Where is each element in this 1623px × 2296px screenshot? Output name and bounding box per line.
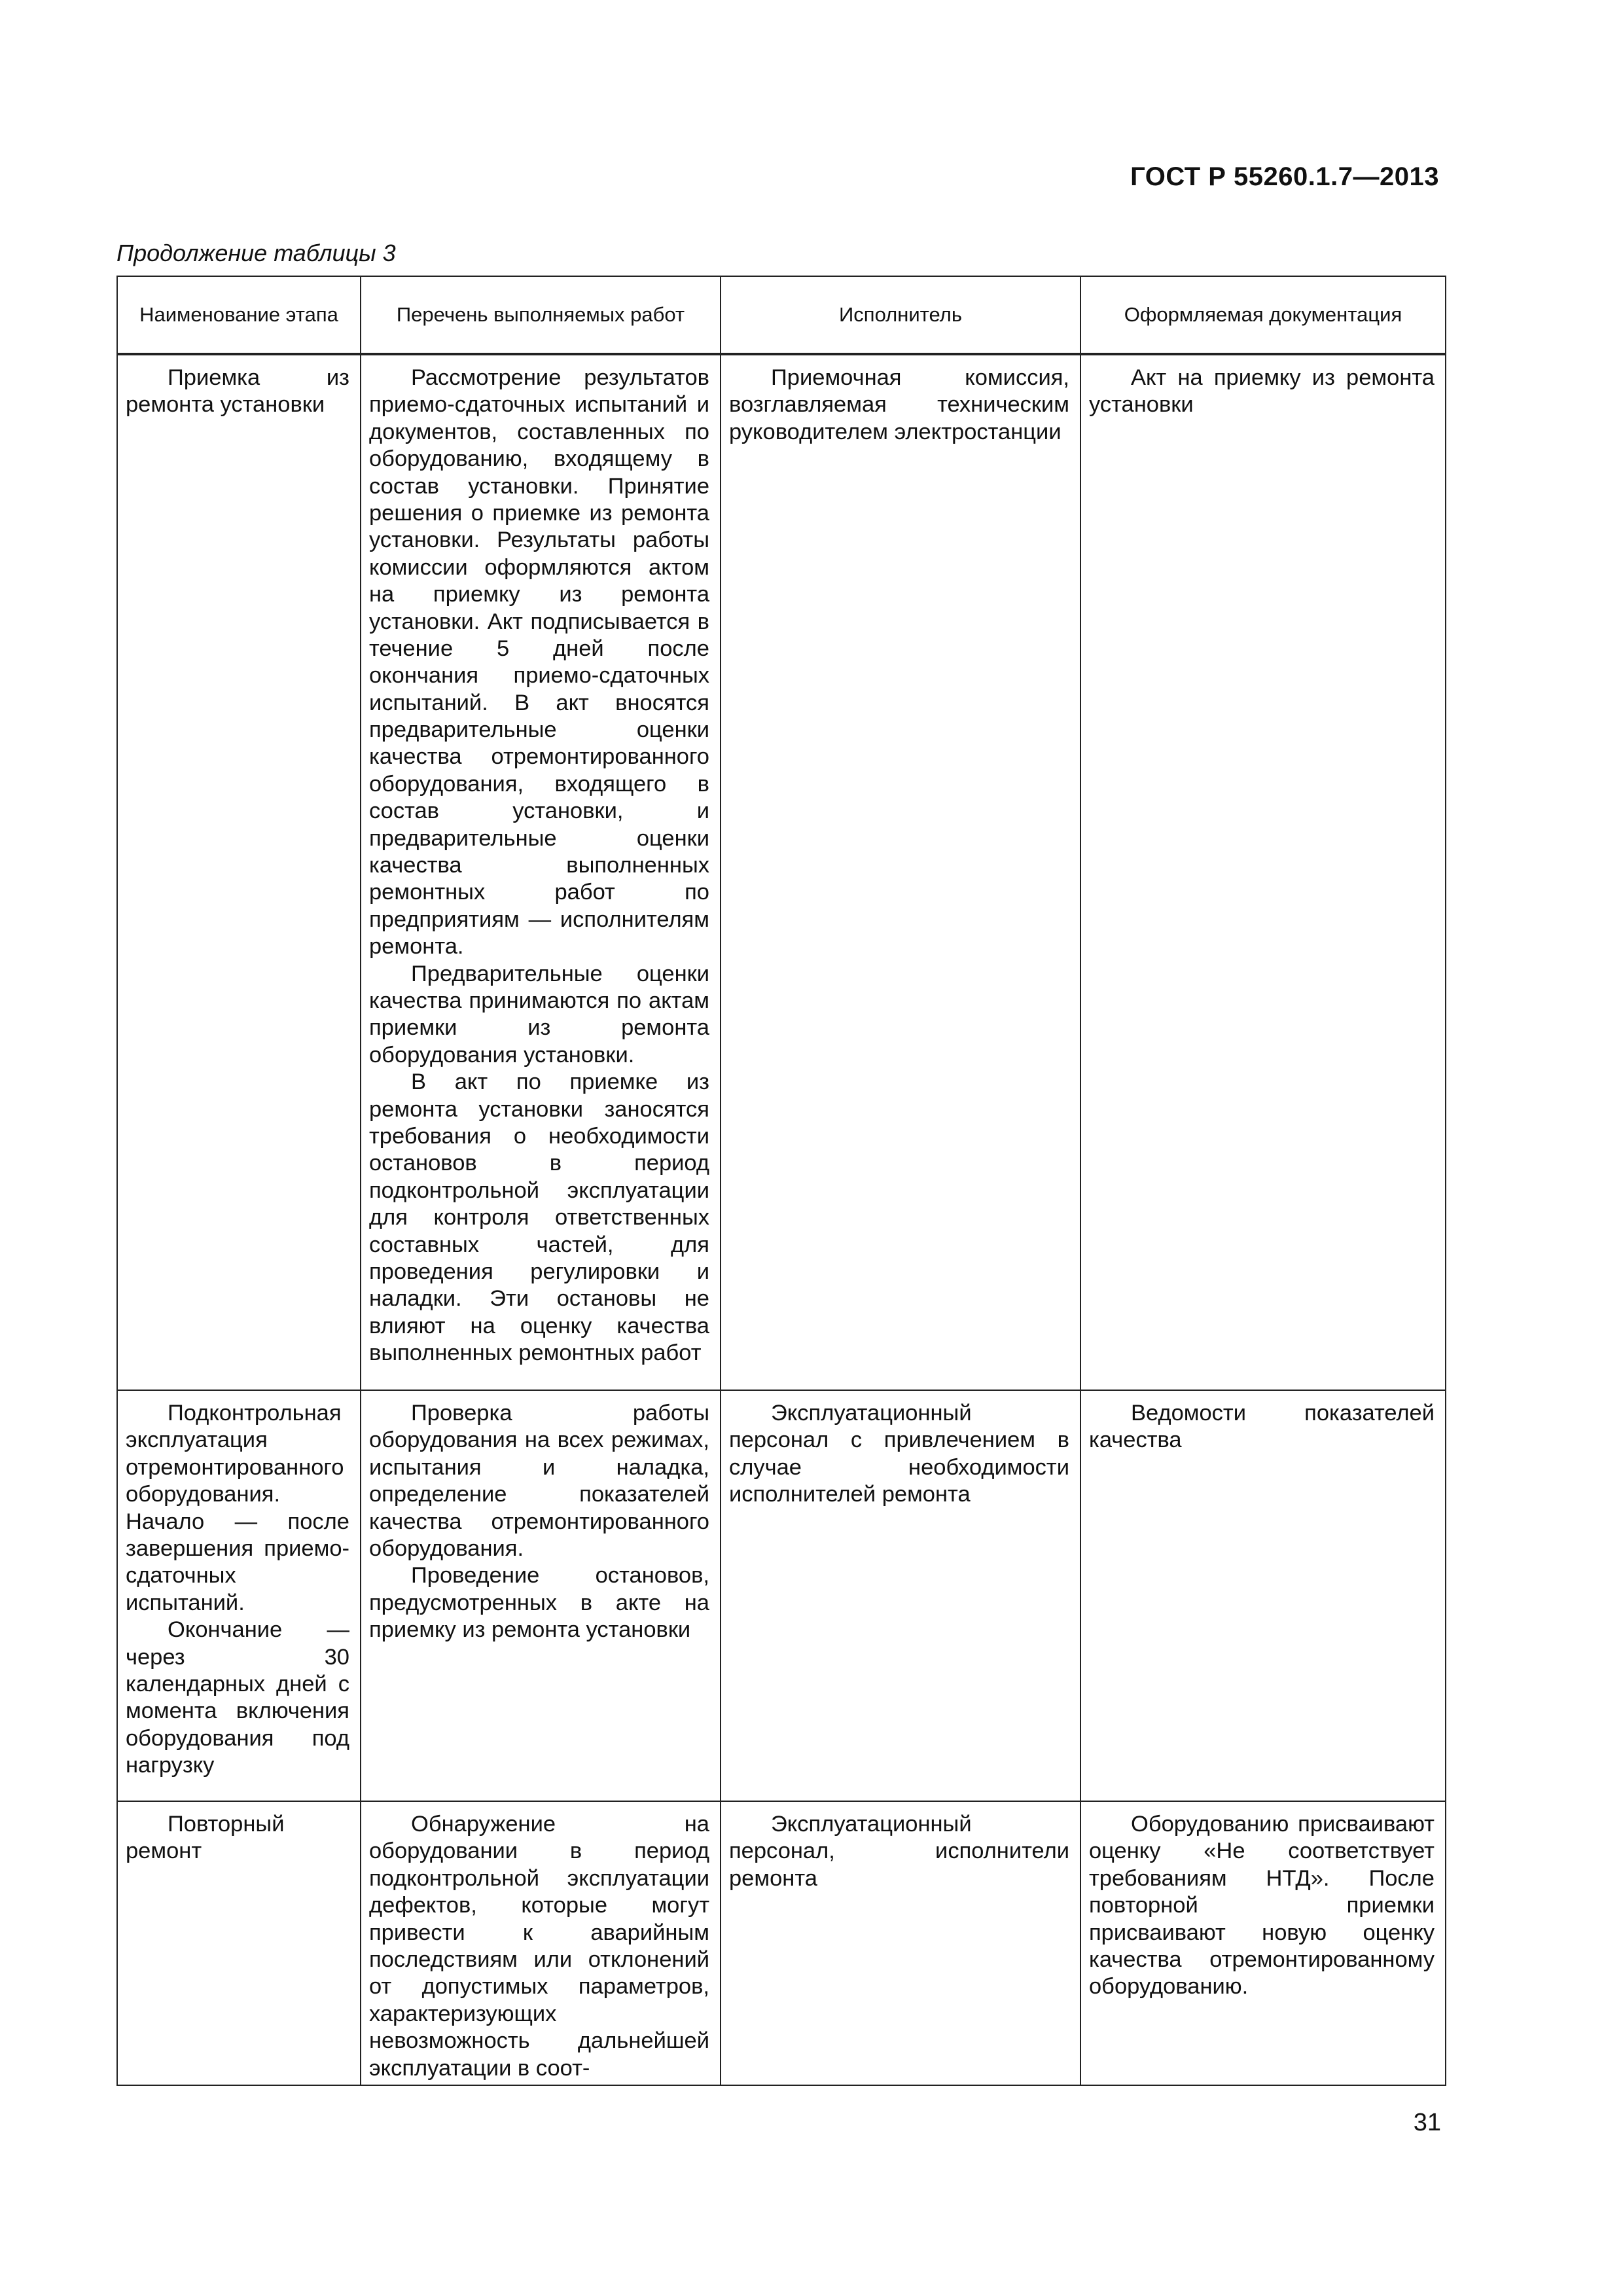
documentation-cell — [1080, 354, 1446, 1390]
cell-paragraph: Эксплуатационный персонал, исполнители ремонта — [729, 1812, 1069, 1891]
document-standard-code: ГОСТ Р 55260.1.7—2013 — [1130, 162, 1439, 191]
cell-paragraph: Эксплуатационный персонал с привлечением в случае необходимости исполнителей ремонта — [729, 1401, 1069, 1507]
column-header-stage: Наименование этапа — [117, 276, 361, 354]
column-header-executor: Исполнитель — [721, 276, 1080, 354]
cell-paragraph: Повторный ремонт — [126, 1812, 285, 1864]
cell-paragraph: В акт по приемке из ремонта установки заносятся требования о необходимости остановов в период подконтрольной эксплуатации для контроля ответственных составных частей, для проведения регулировки и наладки. Эти остановы не влияют на оценку качества выполненных ремонтных работ — [369, 1069, 709, 1366]
executor-cell — [721, 1390, 1080, 1801]
works-cell — [361, 1390, 721, 1801]
table-header-row — [117, 276, 1446, 354]
cell-paragraph: Проверка работы оборудования на всех режимах, испытания и наладка, определение показателей качества отремонтированного оборудования. — [369, 1401, 709, 1561]
table-row — [117, 1801, 1446, 2085]
cell-paragraph: Окончание — через 30 календарных дней с момента включения оборудования под нагрузку — [126, 1617, 349, 1778]
stages-table — [116, 276, 1446, 2086]
stage-cell — [117, 354, 361, 1390]
cell-paragraph: Акт на приемку из ремонта установки — [1089, 365, 1435, 418]
cell-paragraph: Оборудованию присваивают оценку «Не соответствует требованиям НТД». После повторной приемки присваивают новую оценку качества отремонтированному оборудованию. — [1089, 1812, 1435, 2000]
documentation-cell — [1080, 1390, 1446, 1801]
works-cell — [361, 354, 721, 1390]
cell-paragraph: Подконтрольная эксплуатация отремонтированного оборудования. Начало — после завершения приемо-сдаточных испытаний. — [126, 1401, 349, 1615]
cell-paragraph: Рассмотрение результатов приемо-сдаточных испытаний и документов, составленных по оборудованию, входящему в состав установки. Принятие решения о приемке из ремонта установки. Результаты работы комиссии оформляются актом на приемку из ремонта установки. Акт подписывается в течение 5 дней после окончания приемо-сдаточных испытаний. В акт вносятся предварительные оценки качества отремонтированного оборудования, входящего в состав установки, и предварительные оценки качества выполненных ремонтных работ по предприятиям — исполнителям ремонта. — [369, 365, 709, 960]
documentation-cell — [1080, 1801, 1446, 2085]
executor-cell — [721, 1801, 1080, 2085]
page-number: 31 — [1413, 2109, 1441, 2136]
table-caption: Продолжение таблицы 3 — [116, 240, 396, 266]
cell-paragraph: Проведение остановов, предусмотренных в акте на приемку из ремонта установки — [369, 1563, 709, 1643]
executor-cell — [721, 354, 1080, 1390]
works-cell — [361, 1801, 721, 2085]
stage-cell — [117, 1390, 361, 1801]
cell-paragraph: Приемка из ремонта установки — [126, 365, 349, 418]
table-row — [117, 354, 1446, 1390]
column-header-works: Перечень выполняемых работ — [361, 276, 721, 354]
cell-paragraph: Обнаружение на оборудовании в период подконтрольной эксплуатации дефектов, которые могут привести к аварийным последствиям или отклонений от допустимых параметров, характеризующих невозможность дальнейшей эксплуатации в соот- — [369, 1812, 709, 2081]
table-row — [117, 1390, 1446, 1801]
column-header-documentation: Оформляемая документация — [1080, 276, 1446, 354]
stage-cell — [117, 1801, 361, 2085]
cell-paragraph: Приемочная комиссия, возглавляемая техническим руководителем электростанции — [729, 365, 1069, 444]
cell-paragraph: Предварительные оценки качества принимаются по актам приемки из ремонта оборудования установки. — [369, 961, 709, 1067]
cell-paragraph: Ведомости показателей качества — [1089, 1401, 1435, 1453]
